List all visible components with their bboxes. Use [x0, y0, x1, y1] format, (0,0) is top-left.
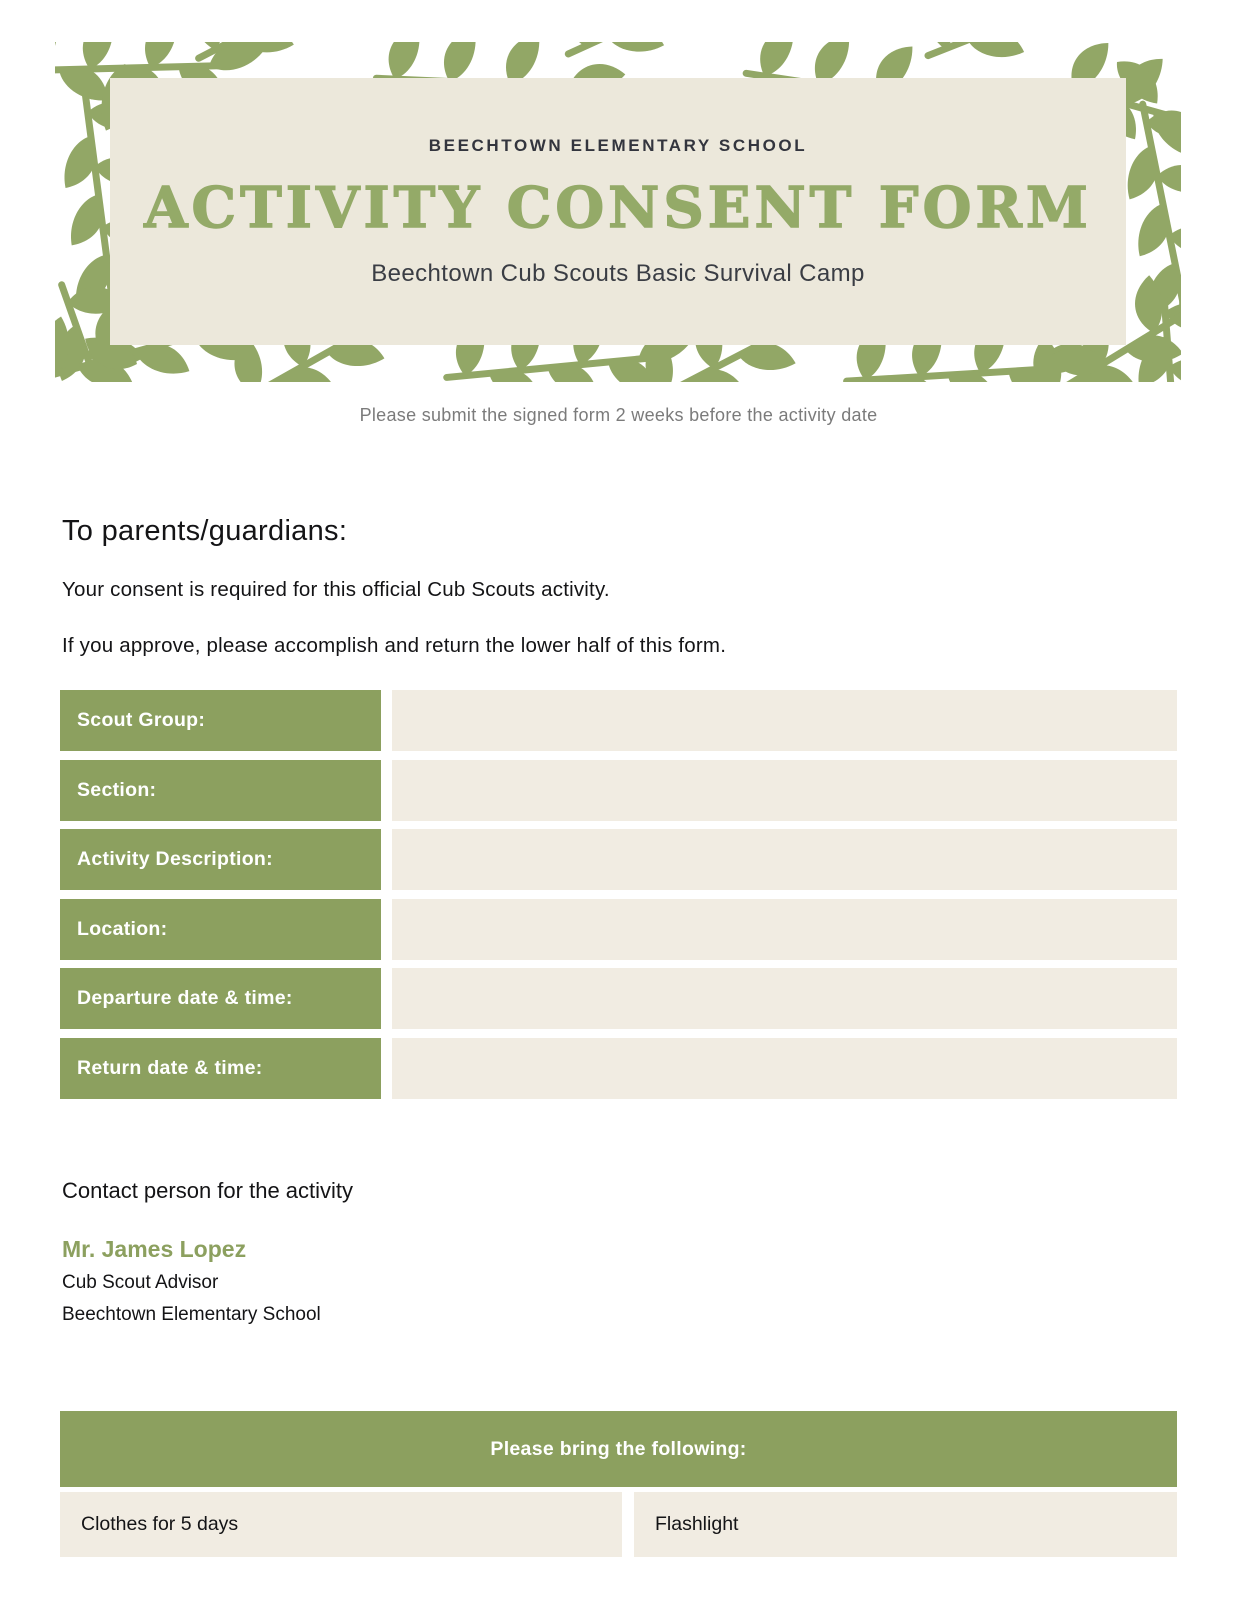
- consent-line: Your consent is required for this official Cub Scouts activity.: [62, 578, 610, 601]
- form-row-label: Location:: [60, 899, 381, 960]
- school-name: BEECHTOWN ELEMENTARY SCHOOL: [428, 135, 808, 155]
- departure-field[interactable]: [392, 968, 1177, 1029]
- form-row-label: Return date & time:: [60, 1038, 381, 1099]
- contact-name: Mr. James Lopez: [62, 1236, 247, 1262]
- activity-description-field[interactable]: [392, 829, 1177, 890]
- location-field[interactable]: [392, 899, 1177, 960]
- parents-heading: To parents/guardians:: [62, 515, 348, 547]
- form-row-scout-group: [60, 690, 1177, 751]
- form-row-section: [60, 760, 1177, 821]
- contact-heading: Contact person for the activity: [62, 1178, 354, 1203]
- scout-group-field[interactable]: [392, 690, 1177, 751]
- header-card: [110, 78, 1126, 345]
- contact-org: Beechtown Elementary School: [62, 1304, 321, 1325]
- return-field[interactable]: [392, 1038, 1177, 1099]
- form-row-label: Scout Group:: [60, 690, 381, 751]
- page-title: ACTIVITY CONSENT FORM: [144, 174, 1092, 241]
- form-row-departure: [60, 968, 1177, 1029]
- section-field[interactable]: [392, 760, 1177, 821]
- contact-role: Cub Scout Advisor: [62, 1272, 219, 1293]
- submission-note: Please submit the signed form 2 weeks before the activity date: [359, 405, 878, 425]
- form-row-return: [60, 1038, 1177, 1099]
- approve-line: If you approve, please accomplish and return the lower half of this form.: [62, 634, 727, 657]
- consent-form-table: [60, 690, 1177, 1099]
- form-row-activity-description: [60, 829, 1177, 890]
- form-row-label: Departure date & time:: [60, 968, 381, 1029]
- bring-item-cell: Flashlight: [634, 1492, 1177, 1557]
- bring-header: Please bring the following:: [60, 1411, 1177, 1487]
- form-row-label: Section:: [60, 760, 381, 821]
- form-row-label: Activity Description:: [60, 829, 381, 890]
- activity-subtitle: Beechtown Cub Scouts Basic Survival Camp: [371, 259, 865, 287]
- form-row-location: [60, 899, 1177, 960]
- bring-item-cell: Clothes for 5 days: [60, 1492, 622, 1557]
